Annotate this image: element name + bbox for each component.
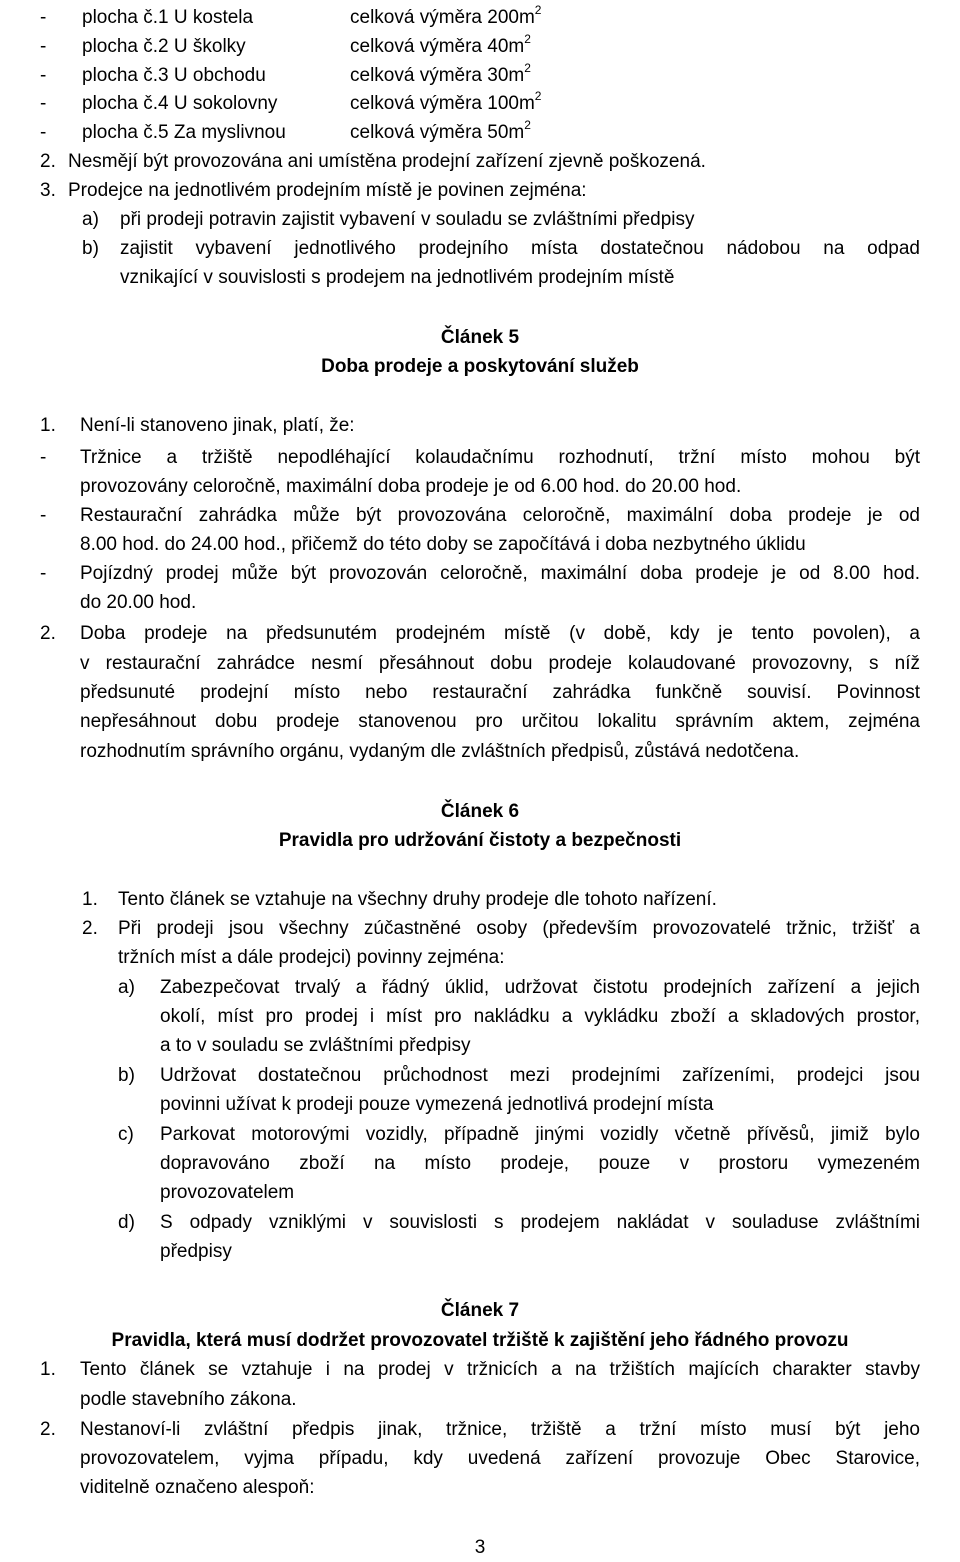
item-line: dopravováno zboží na místo prodeje, pouze v prostoru vymezeném [160, 1153, 920, 1174]
item-line: Udržovat dostatečnou průchodnost mezi prodejními zařízeními, prodejci jsou [160, 1065, 920, 1086]
article-title: Doba prodeje a poskytování služeb [321, 356, 639, 377]
plocha-area: celková výměra $40m^2$ [350, 31, 531, 57]
paragraph-line: provozovatelem, vyjma případu, kdy uvedená zařízení provozuje Obec Starovice, [80, 1448, 920, 1469]
paragraph-number: 2. [40, 1419, 56, 1440]
list-dash: - [40, 36, 47, 57]
list-item-text: provozovány celoročně, maximální doba prodeje je od 6.00 hod. do 20.00 hod. [80, 476, 742, 497]
paragraph-line: podle stavebního zákona. [80, 1389, 297, 1410]
item-label: a) [82, 209, 99, 230]
list-dash: - [40, 122, 47, 143]
item-line: a to v souladu se zvláštními předpisy [160, 1035, 471, 1056]
paragraph-line: v restaurační zahrádce nesmí přesáhnout dobu prodeje kolaudované provozovny, s níž [80, 653, 920, 674]
plocha-area: celková výměra $200m^2$ [350, 2, 542, 28]
paragraph-text: Není-li stanoveno jinak, platí, že: [80, 415, 355, 436]
item-text: zajistit vybavení jednotlivého prodejního místa dostatečnou nádobou na odpad [120, 238, 920, 259]
list-item-text: Pojízdný prodej může být provozován celoročně, maximální doba prodeje je od 8.00 hod. [80, 563, 920, 584]
item-line: okolí, míst pro prodej i míst pro nakládku a vykládku zboží a skladových prostor, [160, 1006, 920, 1027]
paragraph-line: nepřesáhnout dobu prodeje stanovenou pro určitou lokalitu správním aktem, zejména [80, 711, 920, 732]
plocha-area: celková výměra $30m^2$ [350, 60, 531, 86]
list-item-text: Restaurační zahrádka může být provozována celoročně, maximální doba prodeje je od [80, 505, 920, 526]
item-label: b) [118, 1065, 135, 1086]
plocha-name: plocha č.1 U kostela [82, 7, 254, 28]
paragraph-text: Prodejce na jednotlivém prodejním místě je povinen zejména: [68, 180, 587, 201]
paragraph-number: 1. [40, 415, 56, 436]
item-line: Zabezpečovat trvalý a řádný úklid, udržovat čistotu prodejních zařízení a jejich [160, 977, 920, 998]
item-label: a) [118, 977, 135, 998]
item-line: S odpady vzniklými v souvislosti s prodejem nakládat v souladuse zvláštními [160, 1212, 920, 1233]
item-label: d) [118, 1212, 135, 1233]
list-dash: - [40, 7, 47, 28]
item-label: b) [82, 238, 99, 259]
paragraph-line: předsunuté prodejní místo nebo restaurační zahrádka funkčně souvisí. Povinnost [80, 682, 920, 703]
paragraph-line: Tento článek se vztahuje i na prodej v tržnicích a na tržištích majících charakter stavby [80, 1359, 920, 1380]
paragraph-line: viditelně označeno alespoň: [80, 1477, 315, 1498]
plocha-name: plocha č.5 Za myslivnou [82, 122, 286, 143]
plocha-name: plocha č.4 U sokolovny [82, 93, 278, 114]
list-dash: - [40, 93, 47, 114]
paragraph-line: rozhodnutím správního orgánu, vydaným dle zvláštních předpisů, zůstává nedotčena. [80, 741, 800, 762]
paragraph-line: tržních míst a dále prodejci) povinny zejména: [118, 947, 505, 968]
item-line: Parkovat motorovými vozidly, případně jinými vozidly včetně přívěsů, jimiž bylo [160, 1124, 920, 1145]
article-heading: Článek 5 [440, 327, 520, 348]
article-title: Pravidla pro udržování čistoty a bezpečnosti [278, 830, 682, 851]
list-dash: - [40, 563, 47, 584]
item-text: při prodeji potravin zajistit vybavení v souladu se zvláštními předpisy [120, 209, 695, 230]
plocha-area: celková výměra $100m^2$ [350, 88, 542, 114]
article-title: Pravidla, která musí dodržet provozovatel tržiště k zajištění jeho řádného provozu [111, 1330, 849, 1351]
item-line: povinni užívat k prodeji pouze vymezená jednotlivá prodejní místa [160, 1094, 714, 1115]
list-item-text: 8.00 hod. do 24.00 hod., přičemž do této doby se započítává i doba nezbytného úklidu [80, 534, 806, 555]
paragraph-number: 2. [82, 918, 98, 939]
article-heading: Článek 7 [440, 1300, 520, 1321]
page-number: 3 [474, 1537, 486, 1558]
list-item-text: Tržnice a tržiště nepodléhající kolaudačnímu rozhodnutí, tržní místo mohou být [80, 447, 920, 468]
plocha-name: plocha č.2 U školky [82, 36, 246, 57]
item-label: c) [118, 1124, 134, 1145]
item-text: vznikající v souvislosti s prodejem na jednotlivém prodejním místě [120, 267, 675, 288]
paragraph-number: 1. [40, 1359, 56, 1380]
paragraph-text: Tento článek se vztahuje na všechny druhy prodeje dle tohoto nařízení. [118, 889, 717, 910]
paragraph-number: 3. [40, 180, 56, 201]
paragraph-number: 2. [40, 151, 56, 172]
item-line: předpisy [160, 1241, 232, 1262]
list-dash: - [40, 65, 47, 86]
list-item-text: do 20.00 hod. [80, 592, 197, 613]
list-dash: - [40, 505, 47, 526]
paragraph-number: 2. [40, 623, 56, 644]
article-heading: Článek 6 [440, 801, 520, 822]
paragraph-line: Doba prodeje na předsunutém prodejném místě (v době, kdy je tento povolen), a [80, 623, 920, 644]
plocha-area: celková výměra $50m^2$ [350, 117, 531, 143]
paragraph-text: Nesmějí být provozována ani umístěna prodejní zařízení zjevně poškozená. [68, 151, 706, 172]
paragraph-number: 1. [82, 889, 98, 910]
list-dash: - [40, 447, 47, 468]
item-line: provozovatelem [160, 1182, 295, 1203]
plocha-name: plocha č.3 U obchodu [82, 65, 266, 86]
paragraph-line: Nestanoví-li zvláštní předpis jinak, tržnice, tržiště a tržní místo musí být jeho [80, 1419, 920, 1440]
paragraph-line: Při prodeji jsou všechny zúčastněné osoby (především provozovatelé tržnic, tržišť a [118, 918, 920, 939]
